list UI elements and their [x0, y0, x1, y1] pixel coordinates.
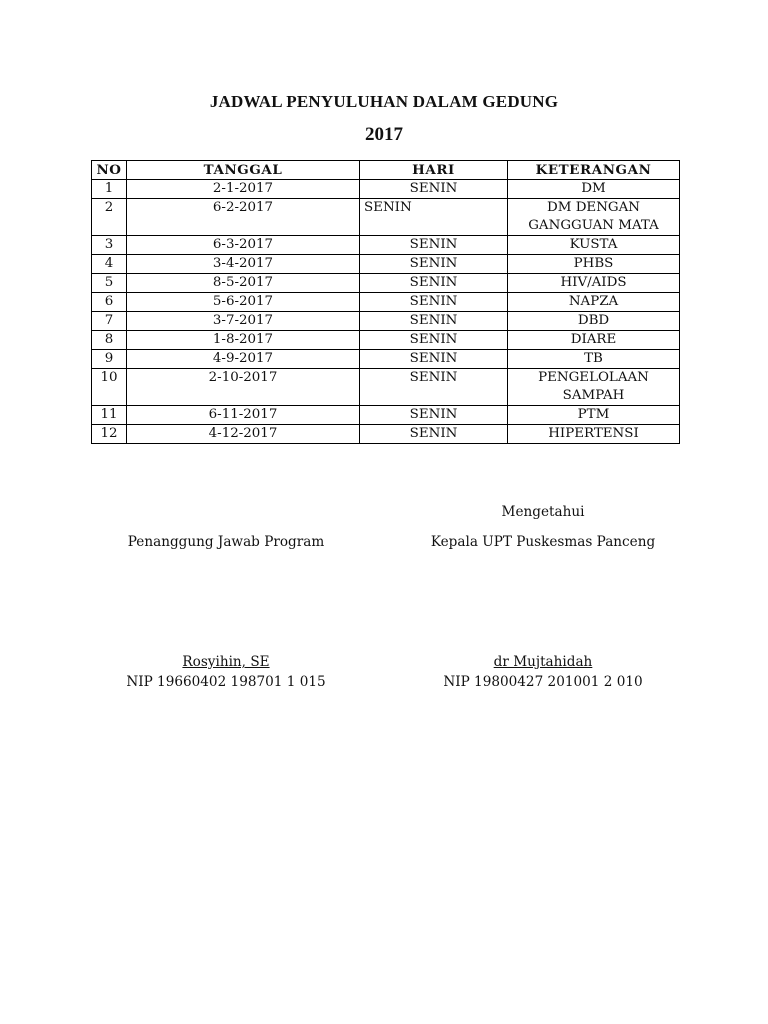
cell-tanggal: 1-8-2017	[127, 331, 360, 350]
cell-tanggal: 8-5-2017	[127, 274, 360, 293]
header-tanggal: TANGGAL	[127, 161, 360, 180]
cell-hari: SENIN	[360, 312, 508, 331]
cell-no: 1	[92, 180, 127, 199]
cell-keterangan: DBD	[508, 312, 680, 331]
right-signer-role: Kepala UPT Puskesmas Panceng	[430, 534, 656, 550]
cell-hari: SENIN	[360, 350, 508, 369]
cell-hari: SENIN	[360, 236, 508, 255]
header-hari: HARI	[360, 161, 508, 180]
header-keterangan: KETERANGAN	[508, 161, 680, 180]
cell-no: 4	[92, 255, 127, 274]
cell-hari: SENIN	[360, 274, 508, 293]
document-title: JADWAL PENYULUHAN DALAM GEDUNG	[209, 92, 559, 111]
cell-keterangan: KUSTA	[508, 236, 680, 255]
cell-hari: SENIN	[360, 425, 508, 444]
cell-keterangan: PHBS	[508, 255, 680, 274]
cell-hari: SENIN	[360, 369, 508, 406]
header-no: NO	[92, 161, 127, 180]
cell-keterangan: PENGELOLAAN SAMPAH	[508, 369, 680, 406]
cell-hari: SENIN	[360, 199, 508, 236]
cell-keterangan: DM	[508, 180, 680, 199]
table-row	[92, 312, 680, 331]
cell-keterangan: HIV/AIDS	[508, 274, 680, 293]
cell-no: 2	[92, 199, 127, 236]
cell-tanggal: 3-7-2017	[127, 312, 360, 331]
right-signer-name: dr Mujtahidah	[493, 654, 593, 670]
table-row	[92, 425, 680, 444]
table-row	[92, 331, 680, 350]
cell-hari: SENIN	[360, 180, 508, 199]
cell-hari: SENIN	[360, 331, 508, 350]
cell-keterangan: HIPERTENSI	[508, 425, 680, 444]
table-header-row	[92, 161, 680, 180]
table-row	[92, 199, 680, 236]
cell-no: 7	[92, 312, 127, 331]
cell-hari: SENIN	[360, 293, 508, 312]
cell-tanggal: 6-2-2017	[127, 199, 360, 236]
table-row	[92, 180, 680, 199]
cell-no: 10	[92, 369, 127, 406]
cell-hari: SENIN	[360, 255, 508, 274]
cell-no: 9	[92, 350, 127, 369]
cell-no: 12	[92, 425, 127, 444]
left-signer-nip: NIP 19660402 198701 1 015	[126, 674, 326, 690]
cell-no: 6	[92, 293, 127, 312]
cell-tanggal: 3-4-2017	[127, 255, 360, 274]
cell-no: 11	[92, 406, 127, 425]
table-row	[92, 350, 680, 369]
cell-tanggal: 5-6-2017	[127, 293, 360, 312]
cell-tanggal: 6-3-2017	[127, 236, 360, 255]
cell-tanggal: 6-11-2017	[127, 406, 360, 425]
table-row	[92, 369, 680, 406]
cell-keterangan: DIARE	[508, 331, 680, 350]
cell-hari: SENIN	[360, 406, 508, 425]
cell-tanggal: 4-12-2017	[127, 425, 360, 444]
document-year: 2017	[365, 124, 403, 145]
cell-no: 3	[92, 236, 127, 255]
table-row	[92, 274, 680, 293]
cell-keterangan: PTM	[508, 406, 680, 425]
cell-no: 5	[92, 274, 127, 293]
left-signer-role: Penanggung Jawab Program	[127, 534, 325, 550]
left-signer-name: Rosyihin, SE	[182, 654, 270, 670]
table-row	[92, 406, 680, 425]
cell-keterangan: DM DENGAN GANGGUAN MATA	[508, 199, 680, 236]
table-row	[92, 255, 680, 274]
table-row	[92, 293, 680, 312]
acknowledge-label: Mengetahui	[501, 504, 585, 520]
cell-tanggal: 2-1-2017	[127, 180, 360, 199]
table-row	[92, 236, 680, 255]
cell-keterangan: NAPZA	[508, 293, 680, 312]
right-signer-nip: NIP 19800427 201001 2 010	[443, 674, 643, 690]
cell-tanggal: 2-10-2017	[127, 369, 360, 406]
cell-keterangan: TB	[508, 350, 680, 369]
schedule-table	[91, 160, 680, 444]
cell-tanggal: 4-9-2017	[127, 350, 360, 369]
cell-no: 8	[92, 331, 127, 350]
